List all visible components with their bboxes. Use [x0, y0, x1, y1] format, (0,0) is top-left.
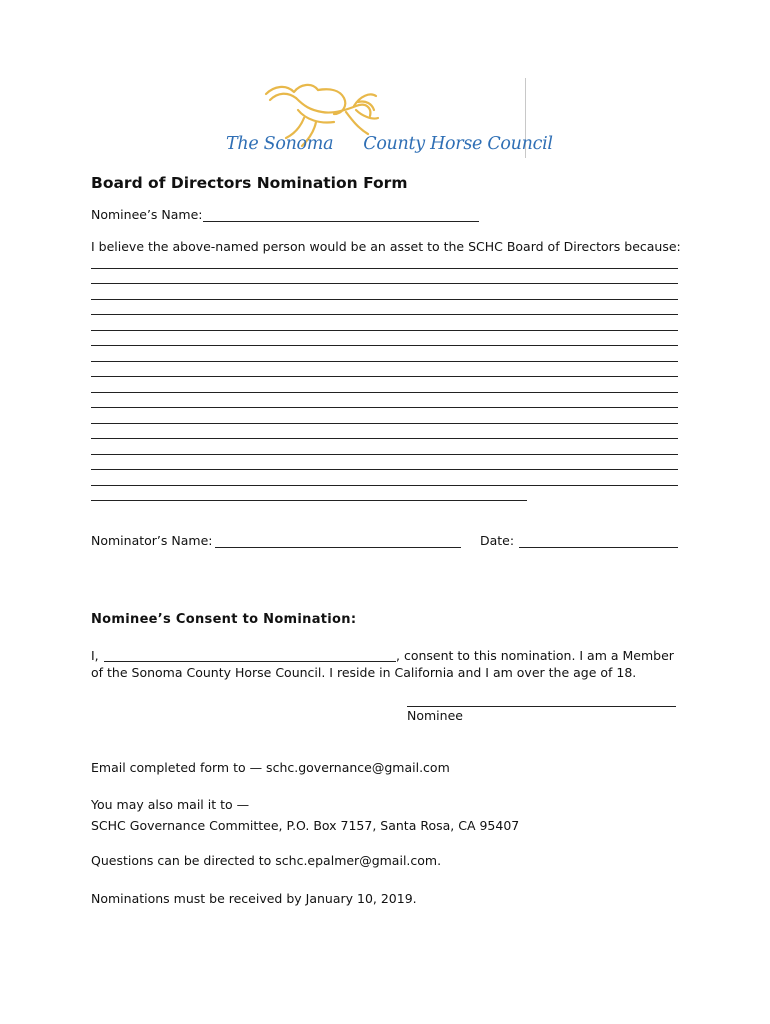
logo [224, 78, 553, 160]
mail-instruction: You may also mail it to — [91, 797, 250, 812]
nominator-name-label: Nominator’s Name: [91, 533, 213, 548]
reason-line[interactable] [91, 376, 678, 377]
form-title: Board of Directors Nomination Form [91, 174, 408, 192]
consent-prefix: I, [91, 648, 99, 663]
because-text: I believe the above-named person would be an asset to the SCHC Board of Directors because: [91, 239, 681, 254]
nominee-name-field[interactable] [203, 221, 479, 222]
consent-heading: Nominee’s Consent to Nomination: [91, 612, 357, 627]
nominee-name-label: Nominee’s Name: [91, 207, 203, 222]
nominator-name-field[interactable] [215, 547, 461, 548]
mail-address: SCHC Governance Committee, P.O. Box 7157, Santa Rosa, CA 95407 [91, 818, 520, 833]
nominee-signature-label: Nominee [407, 708, 463, 723]
reason-line[interactable] [91, 345, 678, 346]
reason-line[interactable] [91, 423, 678, 424]
date-field[interactable] [519, 547, 678, 548]
reason-line[interactable] [91, 299, 678, 300]
deadline-text: Nominations must be received by January 10, 2019. [91, 891, 417, 906]
reason-line[interactable] [91, 268, 678, 269]
reason-line[interactable] [91, 407, 678, 408]
reason-line[interactable] [91, 283, 678, 284]
date-label: Date: [480, 533, 515, 548]
consent-line-2: of the Sonoma County Horse Council. I reside in California and I am over the age of 18. [91, 665, 637, 680]
email-instruction: Email completed form to — schc.governance@gmail.com [91, 760, 450, 775]
reason-line[interactable] [91, 361, 678, 362]
reason-line[interactable] [91, 438, 678, 439]
consent-suffix: , consent to this nomination. I am a Member [396, 648, 674, 663]
logo-title: The Sonoma County Horse Council [226, 134, 553, 154]
nominee-signature-field[interactable] [407, 706, 676, 707]
questions-text: Questions can be directed to schc.epalmer@gmail.com. [91, 853, 442, 868]
reason-line[interactable] [91, 500, 527, 501]
reason-line[interactable] [91, 314, 678, 315]
reason-line[interactable] [91, 392, 678, 393]
reason-line[interactable] [91, 469, 678, 470]
reason-line[interactable] [91, 330, 678, 331]
consent-name-field[interactable] [104, 661, 396, 662]
reason-line[interactable] [91, 485, 678, 486]
reason-line[interactable] [91, 454, 678, 455]
